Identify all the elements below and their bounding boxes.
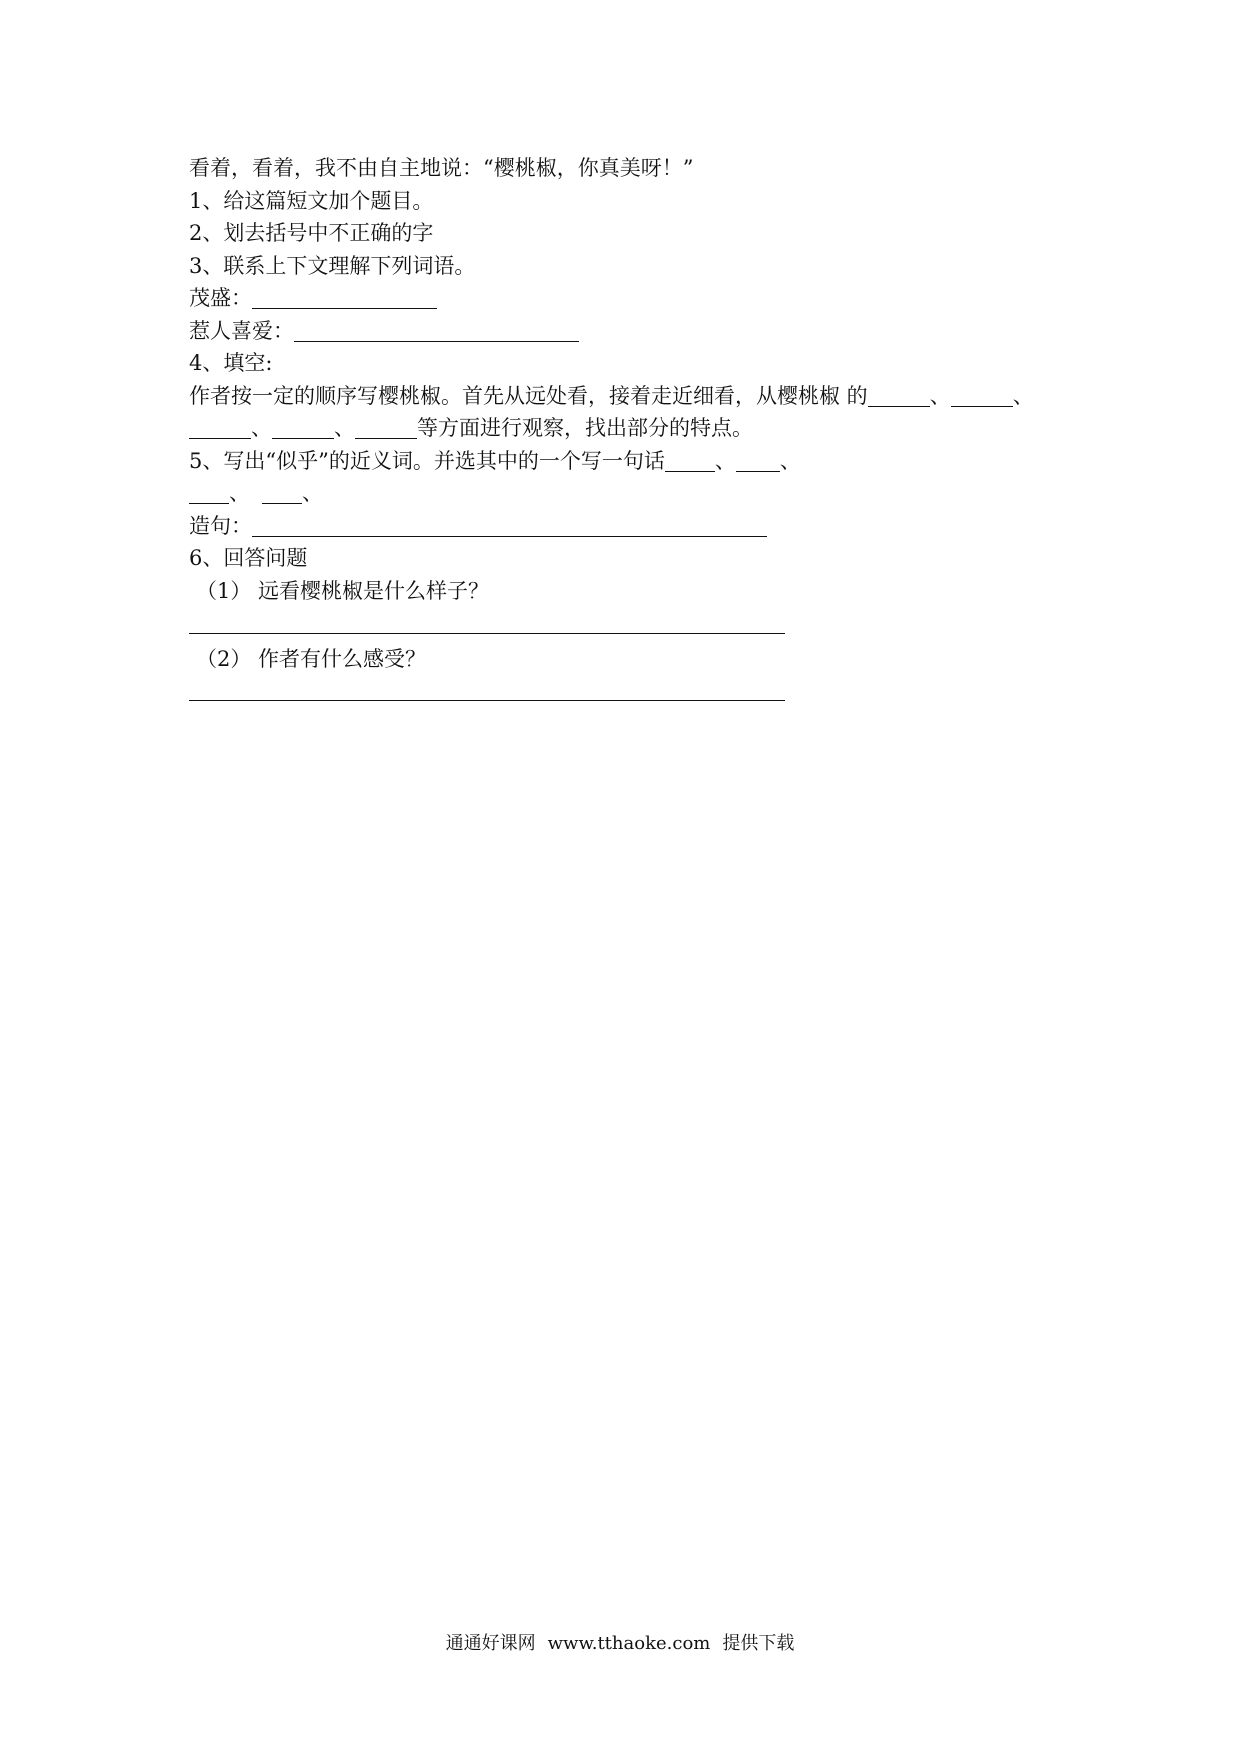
fill-blank-5[interactable] [355, 418, 417, 439]
question-5 [189, 446, 801, 476]
question-6-2-text: （2） 作者有什么感受？ [196, 647, 427, 671]
passage-text: 看着，看着，我不由自主地说：“樱桃椒，你真美呀！” [189, 156, 694, 180]
word-1-row [189, 283, 437, 313]
sentence-answer-blank[interactable] [252, 516, 767, 537]
question-6-1-answer-line[interactable] [189, 633, 785, 634]
separator: 、 [302, 481, 323, 505]
separator: 、 [929, 384, 951, 408]
separator: 、 [229, 481, 250, 505]
question-6 [189, 543, 307, 573]
question-6-2-answer-line[interactable] [189, 700, 785, 701]
sentence-row [189, 511, 767, 541]
question-4-fill-line-1 [189, 381, 1034, 411]
question-2 [189, 218, 433, 248]
question-6-2 [196, 644, 426, 674]
word-2-row [189, 316, 579, 346]
footer-url[interactable]: www.tthaoke.com [547, 1633, 711, 1654]
synonym-blank-4[interactable] [262, 483, 302, 504]
fill-blank-3[interactable] [189, 418, 251, 439]
word-2-answer-blank[interactable] [294, 321, 579, 342]
question-5-text: 5、写出“似乎”的近义词。并选其中的一个写一句话 [189, 449, 665, 473]
question-2-text: 2、划去括号中不正确的字 [189, 221, 434, 245]
separator: 、 [779, 449, 801, 473]
synonym-blank-1[interactable] [665, 451, 715, 472]
question-1 [189, 186, 433, 216]
question-6-text: 6、回答问题 [189, 546, 308, 570]
word-1-answer-blank[interactable] [252, 288, 437, 309]
question-4-sentence-end: 等方面进行观察，找出部分的特点。 [417, 416, 753, 440]
footer-site-name: 通通好课网 [445, 1633, 536, 1654]
separator: 、 [714, 449, 736, 473]
word-1-label: 茂盛： [189, 286, 252, 310]
synonym-blank-3[interactable] [189, 483, 229, 504]
question-6-1-text: （1） 远看樱桃椒是什么样子？ [196, 579, 490, 603]
fill-blank-1[interactable] [868, 386, 930, 407]
sentence-label: 造句： [189, 514, 252, 538]
synonym-blank-2[interactable] [736, 451, 780, 472]
question-6-1 [196, 576, 489, 606]
separator: 、 [334, 416, 355, 440]
fill-blank-2[interactable] [951, 386, 1013, 407]
question-5-continued [189, 478, 323, 508]
question-4-fill-line-2 [189, 413, 753, 443]
question-1-text: 1、给这篇短文加个题目。 [189, 189, 434, 213]
passage-closing-line [189, 153, 693, 183]
question-4-text: 4、填空: [189, 351, 273, 375]
question-3-text: 3、联系上下文理解下列词语。 [189, 254, 476, 278]
fill-blank-4[interactable] [272, 418, 334, 439]
separator: 、 [251, 416, 272, 440]
footer-suffix: 提供下载 [722, 1633, 795, 1654]
question-4 [189, 348, 272, 378]
separator: 、 [1012, 384, 1034, 408]
word-2-label: 惹人喜爱： [189, 319, 294, 343]
question-4-sentence-start: 作者按一定的顺序写樱桃椒。首先从远处看，接着走近细看，从樱桃椒 的 [189, 384, 868, 408]
question-3 [189, 251, 475, 281]
page-footer [0, 1632, 1240, 1656]
